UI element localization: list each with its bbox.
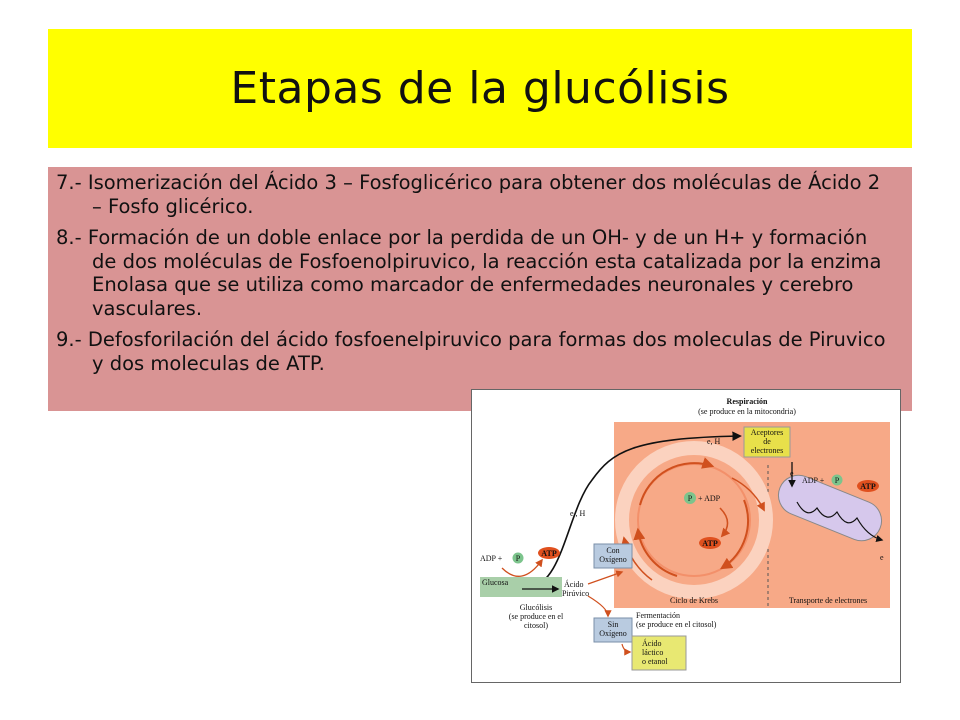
sin-oxigeno-line-1: Sin	[607, 620, 619, 629]
transporte-label: Transporte de electrones	[788, 596, 868, 605]
glucolisis-line-1: Glucólisis	[519, 603, 553, 612]
phosphate-right-label: P	[834, 476, 840, 485]
atp-label-center: ATP	[702, 539, 718, 548]
atp-label-left: ATP	[541, 549, 557, 558]
e-bottom-label: e	[880, 553, 884, 562]
acido-piruvico-line-1: Ácido	[564, 580, 584, 589]
glycolysis-atp-arrow	[502, 560, 542, 576]
glucolisis-line-3: citosol)	[524, 621, 548, 630]
respiration-diagram	[471, 389, 901, 683]
acido-lactico-line-3: o etanol	[642, 657, 668, 666]
aceptores-line-1: Aceptores	[750, 428, 784, 437]
title-bar	[48, 29, 912, 148]
sin-oxigeno-line-2: Oxígeno	[599, 629, 627, 638]
e-right-label: e	[790, 469, 794, 478]
acido-lactico-line-1: Ácido	[642, 639, 662, 648]
p-adp-label: + ADP	[698, 494, 721, 503]
to-lactic-arrow	[622, 644, 630, 652]
aceptores-line-2: de	[763, 437, 771, 446]
acido-lactico-line-2: láctico	[642, 648, 664, 657]
eh-mid-label: e , H	[570, 509, 586, 518]
glucolisis-line-2: (se produce en el	[508, 612, 564, 621]
page-title: Etapas de la glucólisis	[230, 63, 730, 114]
fermentacion-line-1: Fermentación	[636, 611, 680, 620]
list-item: 9.- Defosforilación del ácido fosfoenelpiruvico para formas dos moleculas de Piruvico y dos moleculas de ATP.	[56, 328, 886, 375]
aceptores-line-3: electrones	[750, 446, 784, 455]
diagram-svg	[472, 390, 900, 682]
con-oxigeno-line-1: Con	[606, 546, 620, 555]
respiracion-sub-label: (se produce en la mitocondria)	[698, 407, 796, 416]
steps-list	[56, 171, 896, 383]
eh-top-label: e, H	[707, 437, 721, 446]
fermentacion-line-2: (se produce en el citosol)	[636, 620, 717, 629]
atp-label-right: ATP	[860, 482, 876, 491]
list-item: 7.- Isomerización del Ácido 3 – Fosfoglicérico para obtener dos moléculas de Ácido 2 – Fosfo glicérico.	[56, 171, 881, 218]
adp-p-right-label: ADP +	[802, 476, 825, 485]
adp-p-left-label: ADP +	[480, 554, 503, 563]
phosphate-left-label: P	[515, 554, 521, 563]
list-item: 8.- Formación de un doble enlace por la perdida de un OH- y de un H+ y formación de dos moléculas de Fosfoenolpiruvico, la reacción esta catalizada por la enzima Enolasa que se utiliza como marcador de enfermedades neuronales y cerebro vasculares.	[56, 226, 882, 320]
glucosa-label: Glucosa	[482, 578, 509, 587]
phosphate-label: P	[687, 494, 693, 503]
respiracion-label: Respiración	[726, 397, 768, 406]
to-fermentation-arrow	[588, 596, 608, 616]
con-oxigeno-line-2: Oxígeno	[599, 555, 627, 564]
acido-piruvico-line-2: Pirúvico	[562, 589, 590, 598]
ciclo-krebs-label: Ciclo de Krebs	[670, 596, 718, 605]
